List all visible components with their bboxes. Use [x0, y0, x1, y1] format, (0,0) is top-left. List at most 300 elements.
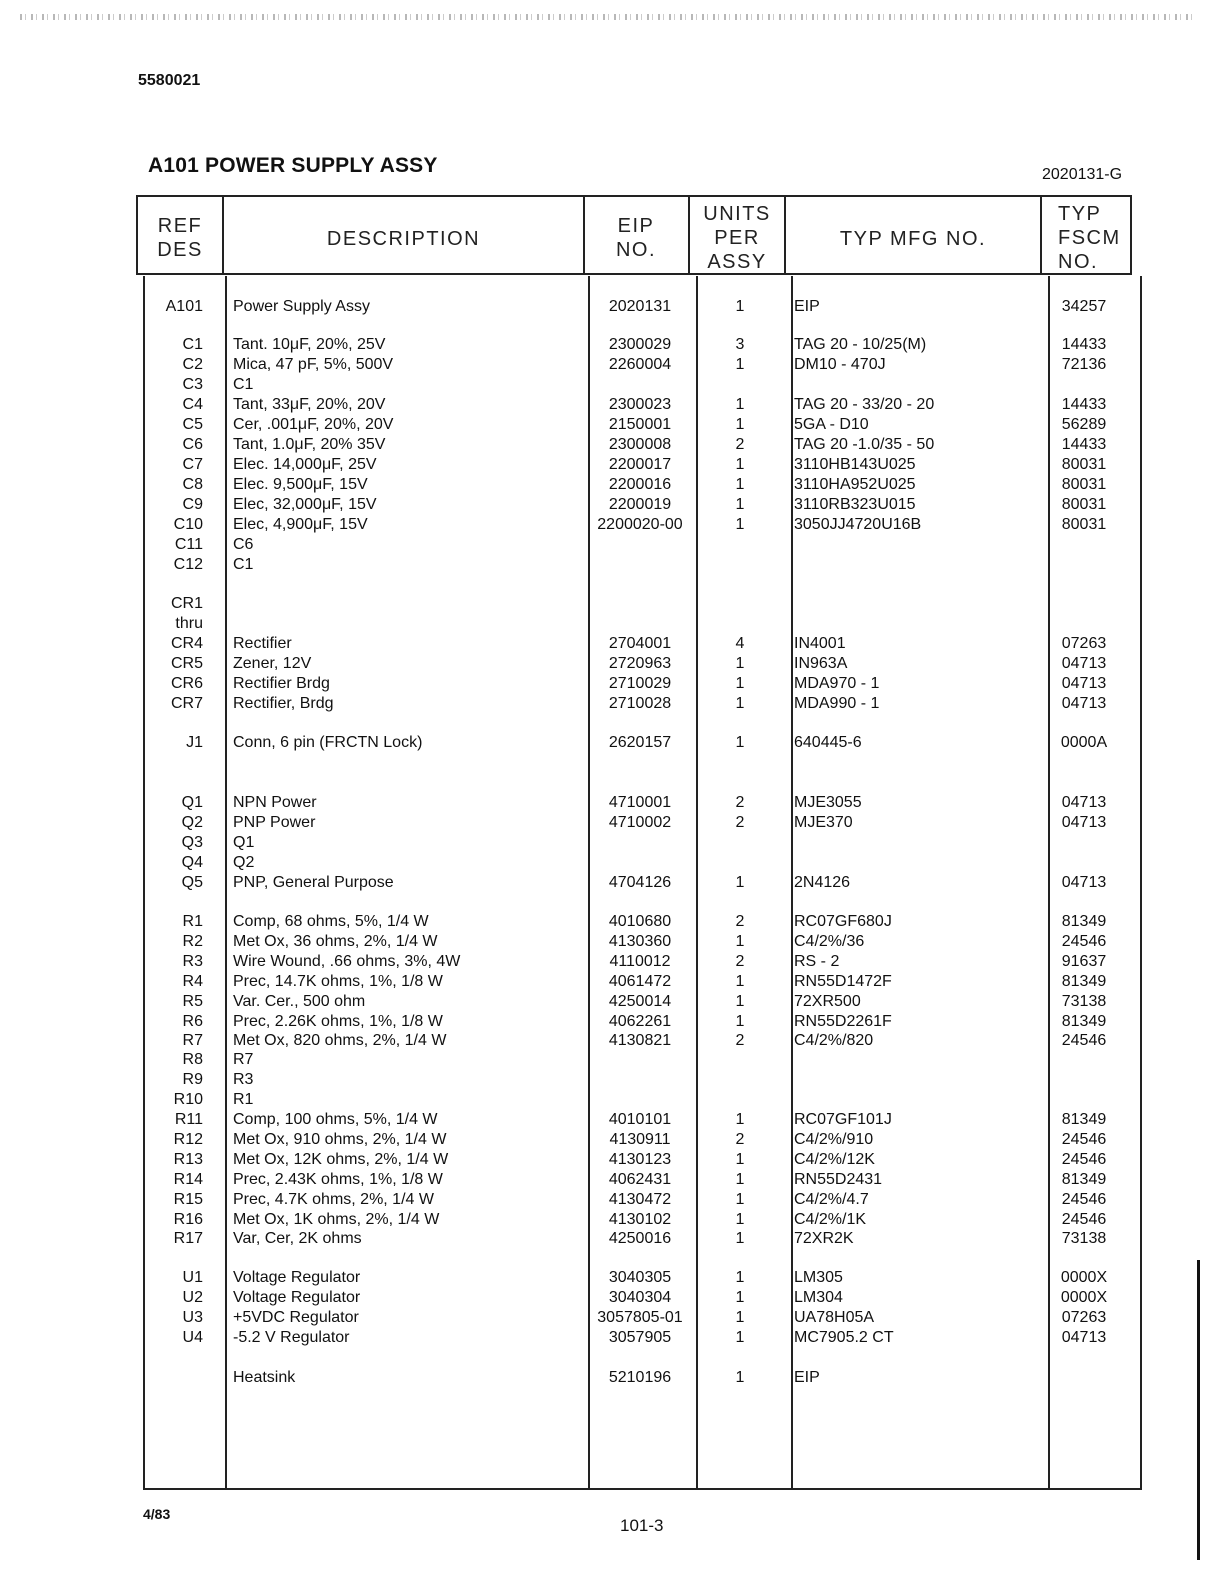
cell-units: 1 — [735, 675, 745, 692]
cell-ref: R4 — [182, 973, 203, 990]
cell-eip: 3040305 — [608, 1269, 672, 1286]
cell-ref: C9 — [182, 496, 203, 513]
cell-desc: PNP, General Purpose — [233, 874, 394, 891]
cell-ref: C11 — [174, 536, 203, 553]
cell-units: 2 — [735, 1032, 745, 1049]
cell-desc: Met Ox, 910 ohms, 2%, 1/4 W — [233, 1131, 447, 1148]
cell-mfg: 3110HA952U025 — [794, 476, 916, 493]
cell-ref: R11 — [174, 1111, 203, 1128]
cell-eip: 2200019 — [608, 496, 672, 513]
cell-desc: Var. Cer., 500 ohm — [233, 993, 366, 1010]
cell-mfg: LM304 — [794, 1289, 843, 1306]
table-row — [0, 475, 1226, 495]
cell-mfg: C4/2%/820 — [794, 1032, 874, 1049]
cell-desc: R1 — [233, 1091, 254, 1108]
header-ref-des — [140, 214, 220, 262]
cell-units: 2 — [735, 794, 745, 811]
cell-ref: R13 — [173, 1151, 203, 1168]
cell-eip: 2720963 — [608, 655, 672, 672]
cell-fscm: 07263 — [1061, 635, 1107, 652]
table-row — [0, 1170, 1226, 1190]
cell-fscm: 81349 — [1061, 913, 1107, 930]
scan-edge-mark — [1197, 1260, 1200, 1560]
cell-desc: Q2 — [233, 854, 255, 871]
table-row — [0, 375, 1226, 395]
cell-desc: Prec, 14.7K ohms, 1%, 1/8 W — [233, 973, 443, 990]
table-row — [0, 873, 1226, 893]
header-divider — [583, 195, 585, 275]
table-row — [0, 335, 1226, 355]
cell-mfg: MDA990 - 1 — [794, 695, 880, 712]
table-row — [0, 912, 1226, 932]
cell-fscm: 73138 — [1061, 1230, 1107, 1247]
cell-desc: C1 — [233, 376, 254, 393]
table-row — [0, 1031, 1226, 1051]
cell-fscm: 72136 — [1061, 356, 1107, 373]
cell-desc: R7 — [233, 1051, 254, 1068]
header-units-line1: UNITS — [703, 203, 771, 225]
assembly-title: A101 POWER SUPPLY ASSY — [148, 154, 438, 177]
revision-date: 4/83 — [143, 1506, 171, 1522]
cell-fscm: 24546 — [1061, 1211, 1107, 1228]
cell-ref: C2 — [182, 356, 203, 373]
table-row — [0, 1090, 1226, 1110]
table-row — [0, 634, 1226, 654]
table-row — [0, 515, 1226, 535]
cell-units: 1 — [735, 1013, 745, 1030]
cell-mfg: 72XR500 — [794, 993, 861, 1010]
table-row — [0, 1012, 1226, 1032]
cell-desc: Voltage Regulator — [233, 1269, 361, 1286]
table-row — [0, 495, 1226, 515]
part-reference: 2020131-G — [1042, 166, 1123, 183]
cell-fscm: 56289 — [1061, 416, 1107, 433]
document-number: 5580021 — [138, 72, 201, 89]
cell-units: 1 — [735, 1211, 745, 1228]
table-row — [0, 1110, 1226, 1130]
cell-desc: Mica, 47 pF, 5%, 500V — [233, 356, 394, 373]
cell-ref: U1 — [182, 1269, 203, 1286]
cell-desc: Heatsink — [233, 1369, 296, 1386]
cell-fscm: 24546 — [1061, 1191, 1107, 1208]
cell-eip: 2300023 — [608, 396, 672, 413]
cell-mfg: RC07GF101J — [794, 1111, 892, 1128]
cell-mfg: MDA970 - 1 — [794, 675, 880, 692]
cell-units: 1 — [735, 416, 745, 433]
table-row — [0, 853, 1226, 873]
header-description: DESCRIPTION — [326, 228, 481, 250]
cell-ref: C4 — [182, 396, 203, 413]
cell-fscm: 80031 — [1061, 496, 1107, 513]
cell-desc: Rectifier — [233, 635, 292, 652]
header-eip-line2: NO. — [615, 239, 657, 261]
header-divider — [1040, 195, 1042, 275]
table-row — [0, 1130, 1226, 1150]
cell-eip: 4010680 — [608, 913, 672, 930]
cell-units: 1 — [735, 973, 745, 990]
cell-mfg: RN55D2261F — [794, 1013, 892, 1030]
cell-mfg: 3050JJ4720U16B — [794, 516, 922, 533]
cell-desc: Voltage Regulator — [233, 1289, 361, 1306]
cell-ref: CR5 — [170, 655, 203, 672]
cell-eip: 4704126 — [608, 874, 672, 891]
cell-desc: Met Ox, 1K ohms, 2%, 1/4 W — [233, 1211, 440, 1228]
cell-fscm: 81349 — [1061, 1013, 1107, 1030]
cell-desc: +5VDC Regulator — [233, 1309, 359, 1326]
table-row — [0, 813, 1226, 833]
cell-units: 1 — [735, 734, 745, 751]
cell-units: 1 — [735, 1230, 745, 1247]
cell-fscm: 04713 — [1061, 675, 1107, 692]
cell-desc: Rectifier Brdg — [233, 675, 330, 692]
cell-fscm: 04713 — [1061, 814, 1107, 831]
cell-eip: 2200020-00 — [597, 516, 683, 533]
cell-ref: C8 — [182, 476, 203, 493]
cell-mfg: RS - 2 — [794, 953, 840, 970]
cell-fscm: 0000X — [1060, 1269, 1108, 1286]
cell-eip: 2260004 — [608, 356, 672, 373]
header-eip-no — [586, 214, 686, 262]
cell-fscm: 81349 — [1061, 1171, 1107, 1188]
table-row — [0, 614, 1226, 634]
cell-ref: Q5 — [181, 874, 203, 891]
header-ref-des-line1: REF — [157, 215, 203, 237]
cell-fscm: 24546 — [1061, 933, 1107, 950]
cell-mfg: EIP — [794, 1369, 820, 1386]
header-eip-line1: EIP — [617, 215, 655, 237]
cell-ref: C1 — [182, 336, 203, 353]
cell-fscm: 24546 — [1061, 1131, 1107, 1148]
cell-ref: CR1 — [170, 595, 203, 612]
table-row — [0, 415, 1226, 435]
cell-mfg: 72XR2K — [794, 1230, 854, 1247]
header-units-line3: ASSY — [707, 251, 767, 273]
cell-ref: J1 — [186, 734, 203, 751]
cell-desc: C1 — [233, 556, 254, 573]
table-row — [0, 535, 1226, 555]
cell-desc: Tant, 1.0μF, 20% 35V — [233, 436, 386, 453]
cell-fscm: 0000A — [1060, 734, 1108, 751]
header-units-per-assy — [690, 202, 784, 274]
cell-eip: 3057905 — [608, 1329, 672, 1346]
cell-eip: 2150001 — [608, 416, 672, 433]
cell-units: 3 — [735, 336, 745, 353]
cell-fscm: 81349 — [1061, 973, 1107, 990]
table-row — [0, 694, 1226, 714]
scan-noise-strip — [20, 14, 1195, 20]
cell-fscm: 04713 — [1061, 695, 1107, 712]
cell-desc: Comp, 68 ohms, 5%, 1/4 W — [233, 913, 429, 930]
cell-units: 1 — [735, 1369, 745, 1386]
table-row — [0, 972, 1226, 992]
cell-desc: PNP Power — [233, 814, 316, 831]
table-row — [0, 1190, 1226, 1210]
cell-ref: U3 — [182, 1309, 203, 1326]
cell-desc: Met Ox, 36 ohms, 2%, 1/4 W — [233, 933, 438, 950]
cell-eip: 3057805-01 — [597, 1309, 683, 1326]
cell-fscm: 91637 — [1061, 953, 1107, 970]
cell-desc: Tant. 10μF, 20%, 25V — [233, 336, 386, 353]
table-row — [0, 435, 1226, 455]
cell-mfg: 3110HB143U025 — [794, 456, 916, 473]
cell-units: 1 — [735, 874, 745, 891]
cell-desc: Rectifier, Brdg — [233, 695, 334, 712]
table-row — [0, 952, 1226, 972]
cell-desc: R3 — [233, 1071, 254, 1088]
cell-desc: Comp, 100 ohms, 5%, 1/4 W — [233, 1111, 438, 1128]
cell-fscm: 24546 — [1061, 1032, 1107, 1049]
table-row — [0, 674, 1226, 694]
cell-mfg: C4/2%/910 — [794, 1131, 874, 1148]
cell-units: 1 — [735, 1289, 745, 1306]
cell-mfg: C4/2%/12K — [794, 1151, 875, 1168]
cell-desc: Elec. 9,500μF, 15V — [233, 476, 368, 493]
cell-eip: 5210196 — [608, 1369, 672, 1386]
header-divider — [222, 195, 224, 275]
table-row — [0, 455, 1226, 475]
cell-desc: NPN Power — [233, 794, 317, 811]
cell-mfg: TAG 20 -1.0/35 - 50 — [794, 436, 935, 453]
table-row — [0, 654, 1226, 674]
cell-ref: Q2 — [181, 814, 203, 831]
cell-ref: R5 — [182, 993, 203, 1010]
cell-mfg: UA78H05A — [794, 1309, 875, 1326]
cell-eip: 4130123 — [608, 1151, 672, 1168]
cell-desc: Prec, 2.26K ohms, 1%, 1/8 W — [233, 1013, 443, 1030]
cell-ref: C10 — [173, 516, 203, 533]
cell-fscm: 80031 — [1061, 456, 1107, 473]
table-row — [0, 1229, 1226, 1249]
cell-ref: CR6 — [170, 675, 203, 692]
cell-units: 1 — [735, 1111, 745, 1128]
cell-mfg: MJE370 — [794, 814, 853, 831]
table-row — [0, 932, 1226, 952]
cell-units: 1 — [735, 933, 745, 950]
cell-units: 1 — [735, 1171, 745, 1188]
cell-ref: R3 — [182, 953, 203, 970]
cell-mfg: 2N4126 — [794, 874, 851, 891]
cell-mfg: DM10 - 470J — [794, 356, 886, 373]
cell-ref: C5 — [182, 416, 203, 433]
cell-units: 1 — [735, 476, 745, 493]
cell-ref: thru — [175, 615, 203, 632]
cell-fscm: 0000X — [1060, 1289, 1108, 1306]
cell-mfg: 5GA - D10 — [794, 416, 869, 433]
table-row — [0, 793, 1226, 813]
cell-mfg: C4/2%/4.7 — [794, 1191, 869, 1208]
table-row — [0, 992, 1226, 1012]
table-row — [0, 395, 1226, 415]
cell-ref: CR7 — [170, 695, 203, 712]
cell-eip: 4110012 — [609, 953, 671, 970]
cell-desc: Tant, 33μF, 20%, 20V — [233, 396, 386, 413]
cell-units: 2 — [735, 913, 745, 930]
cell-ref: R1 — [182, 913, 203, 930]
header-ref-des-line2: DES — [157, 239, 203, 261]
header-divider — [784, 195, 786, 275]
cell-eip: 2620157 — [608, 734, 672, 751]
cell-eip: 4250016 — [608, 1230, 672, 1247]
cell-desc: Q1 — [233, 834, 255, 851]
cell-eip: 4710001 — [608, 794, 672, 811]
table-row — [0, 833, 1226, 853]
cell-units: 2 — [735, 953, 745, 970]
cell-desc: Elec. 14,000μF, 25V — [233, 456, 377, 473]
cell-units: 1 — [735, 298, 745, 315]
cell-mfg: MC7905.2 CT — [794, 1329, 894, 1346]
header-fscm-no — [1044, 202, 1130, 274]
cell-ref: C3 — [182, 376, 203, 393]
cell-eip: 4130821 — [608, 1032, 672, 1049]
cell-ref: C7 — [182, 456, 203, 473]
table-row — [0, 1268, 1226, 1288]
cell-fscm: 04713 — [1061, 874, 1107, 891]
cell-mfg: LM305 — [794, 1269, 843, 1286]
cell-desc: Wire Wound, .66 ohms, 3%, 4W — [233, 953, 461, 970]
header-mfg-no: TYP MFG NO. — [839, 228, 987, 250]
cell-ref: R17 — [173, 1230, 203, 1247]
cell-fscm: 04713 — [1061, 794, 1107, 811]
cell-desc: -5.2 V Regulator — [233, 1329, 350, 1346]
cell-ref: R7 — [182, 1032, 203, 1049]
cell-desc: Power Supply Assy — [233, 298, 370, 315]
table-row — [0, 733, 1226, 753]
cell-units: 1 — [735, 1191, 745, 1208]
cell-eip: 2020131 — [608, 298, 672, 315]
cell-desc: Zener, 12V — [233, 655, 312, 672]
cell-desc: Met Ox, 12K ohms, 2%, 1/4 W — [233, 1151, 449, 1168]
table-row — [0, 1050, 1226, 1070]
cell-units: 1 — [735, 695, 745, 712]
cell-ref: U4 — [182, 1329, 203, 1346]
cell-desc: Elec, 32,000μF, 15V — [233, 496, 377, 513]
table-row — [0, 555, 1226, 575]
cell-mfg: RN55D2431 — [794, 1171, 883, 1188]
cell-mfg: EIP — [794, 298, 820, 315]
header-fscm-line2: FSCM — [1058, 227, 1121, 249]
cell-eip: 4710002 — [608, 814, 672, 831]
cell-fscm: 73138 — [1061, 993, 1107, 1010]
cell-units: 1 — [735, 1151, 745, 1168]
cell-units: 2 — [735, 436, 745, 453]
cell-units: 4 — [735, 635, 745, 652]
cell-ref: R6 — [182, 1013, 203, 1030]
cell-mfg: 640445-6 — [794, 734, 862, 751]
cell-desc: Conn, 6 pin (FRCTN Lock) — [233, 734, 423, 751]
cell-units: 1 — [735, 516, 745, 533]
cell-fscm: 14433 — [1061, 396, 1107, 413]
cell-ref: R15 — [173, 1191, 203, 1208]
cell-ref: CR4 — [170, 635, 203, 652]
cell-mfg: 3110RB323U015 — [794, 496, 916, 513]
cell-eip: 2710028 — [608, 695, 672, 712]
cell-ref: C6 — [182, 436, 203, 453]
cell-mfg: RC07GF680J — [794, 913, 892, 930]
cell-fscm: 04713 — [1061, 655, 1107, 672]
cell-units: 1 — [735, 496, 745, 513]
cell-ref: R9 — [182, 1071, 203, 1088]
cell-fscm: 80031 — [1061, 516, 1107, 533]
cell-eip: 4130911 — [609, 1131, 671, 1148]
cell-ref: A101 — [165, 298, 203, 315]
cell-units: 1 — [735, 456, 745, 473]
cell-units: 1 — [735, 1269, 745, 1286]
table-row — [0, 297, 1226, 317]
cell-eip: 2300008 — [608, 436, 672, 453]
table-row — [0, 355, 1226, 375]
cell-eip: 2200017 — [608, 456, 672, 473]
cell-units: 1 — [735, 396, 745, 413]
cell-desc: Prec, 2.43K ohms, 1%, 1/8 W — [233, 1171, 443, 1188]
cell-fscm: 14433 — [1061, 436, 1107, 453]
cell-mfg: IN963A — [794, 655, 848, 672]
cell-units: 1 — [735, 1309, 745, 1326]
cell-fscm: 04713 — [1061, 1329, 1107, 1346]
table-row — [0, 1368, 1226, 1388]
cell-eip: 4061472 — [608, 973, 672, 990]
cell-units: 1 — [735, 993, 745, 1010]
table-row — [0, 1308, 1226, 1328]
cell-fscm: 14433 — [1061, 336, 1107, 353]
cell-desc: Var, Cer, 2K ohms — [233, 1230, 362, 1247]
cell-ref: R8 — [182, 1051, 203, 1068]
table-row — [0, 1070, 1226, 1090]
cell-fscm: 80031 — [1061, 476, 1107, 493]
cell-ref: R16 — [173, 1211, 203, 1228]
cell-mfg: IN4001 — [794, 635, 846, 652]
cell-eip: 2300029 — [608, 336, 672, 353]
cell-eip: 3040304 — [608, 1289, 672, 1306]
cell-fscm: 81349 — [1061, 1111, 1107, 1128]
header-units-line2: PER — [714, 227, 760, 249]
cell-ref: R14 — [173, 1171, 203, 1188]
cell-ref: Q1 — [181, 794, 203, 811]
cell-desc: C6 — [233, 536, 254, 553]
cell-ref: R10 — [173, 1091, 203, 1108]
cell-eip: 4062261 — [608, 1013, 672, 1030]
cell-units: 1 — [735, 655, 745, 672]
page-number: 101-3 — [620, 1516, 664, 1535]
cell-mfg: C4/2%/36 — [794, 933, 865, 950]
table-row — [0, 1150, 1226, 1170]
cell-units: 2 — [735, 1131, 745, 1148]
cell-mfg: RN55D1472F — [794, 973, 892, 990]
cell-eip: 2710029 — [608, 675, 672, 692]
cell-ref: R12 — [173, 1131, 203, 1148]
cell-desc: Cer, .001μF, 20%, 20V — [233, 416, 394, 433]
cell-eip: 2200016 — [608, 476, 672, 493]
cell-units: 2 — [735, 814, 745, 831]
cell-mfg: C4/2%/1K — [794, 1211, 867, 1228]
cell-eip: 2704001 — [608, 635, 672, 652]
cell-eip: 4062431 — [608, 1171, 672, 1188]
cell-mfg: MJE3055 — [794, 794, 862, 811]
cell-units: 1 — [735, 1329, 745, 1346]
cell-eip: 4130360 — [608, 933, 672, 950]
cell-fscm: 34257 — [1061, 298, 1107, 315]
cell-eip: 4130472 — [608, 1191, 672, 1208]
cell-mfg: TAG 20 - 33/20 - 20 — [794, 396, 935, 413]
table-row — [0, 1328, 1226, 1348]
cell-eip: 4250014 — [608, 993, 672, 1010]
cell-desc: Met Ox, 820 ohms, 2%, 1/4 W — [233, 1032, 447, 1049]
table-row — [0, 1210, 1226, 1230]
table-row — [0, 594, 1226, 614]
cell-eip: 4130102 — [608, 1211, 672, 1228]
cell-ref: U2 — [182, 1289, 203, 1306]
cell-fscm: 07263 — [1061, 1309, 1107, 1326]
cell-mfg: TAG 20 - 10/25(M) — [794, 336, 927, 353]
